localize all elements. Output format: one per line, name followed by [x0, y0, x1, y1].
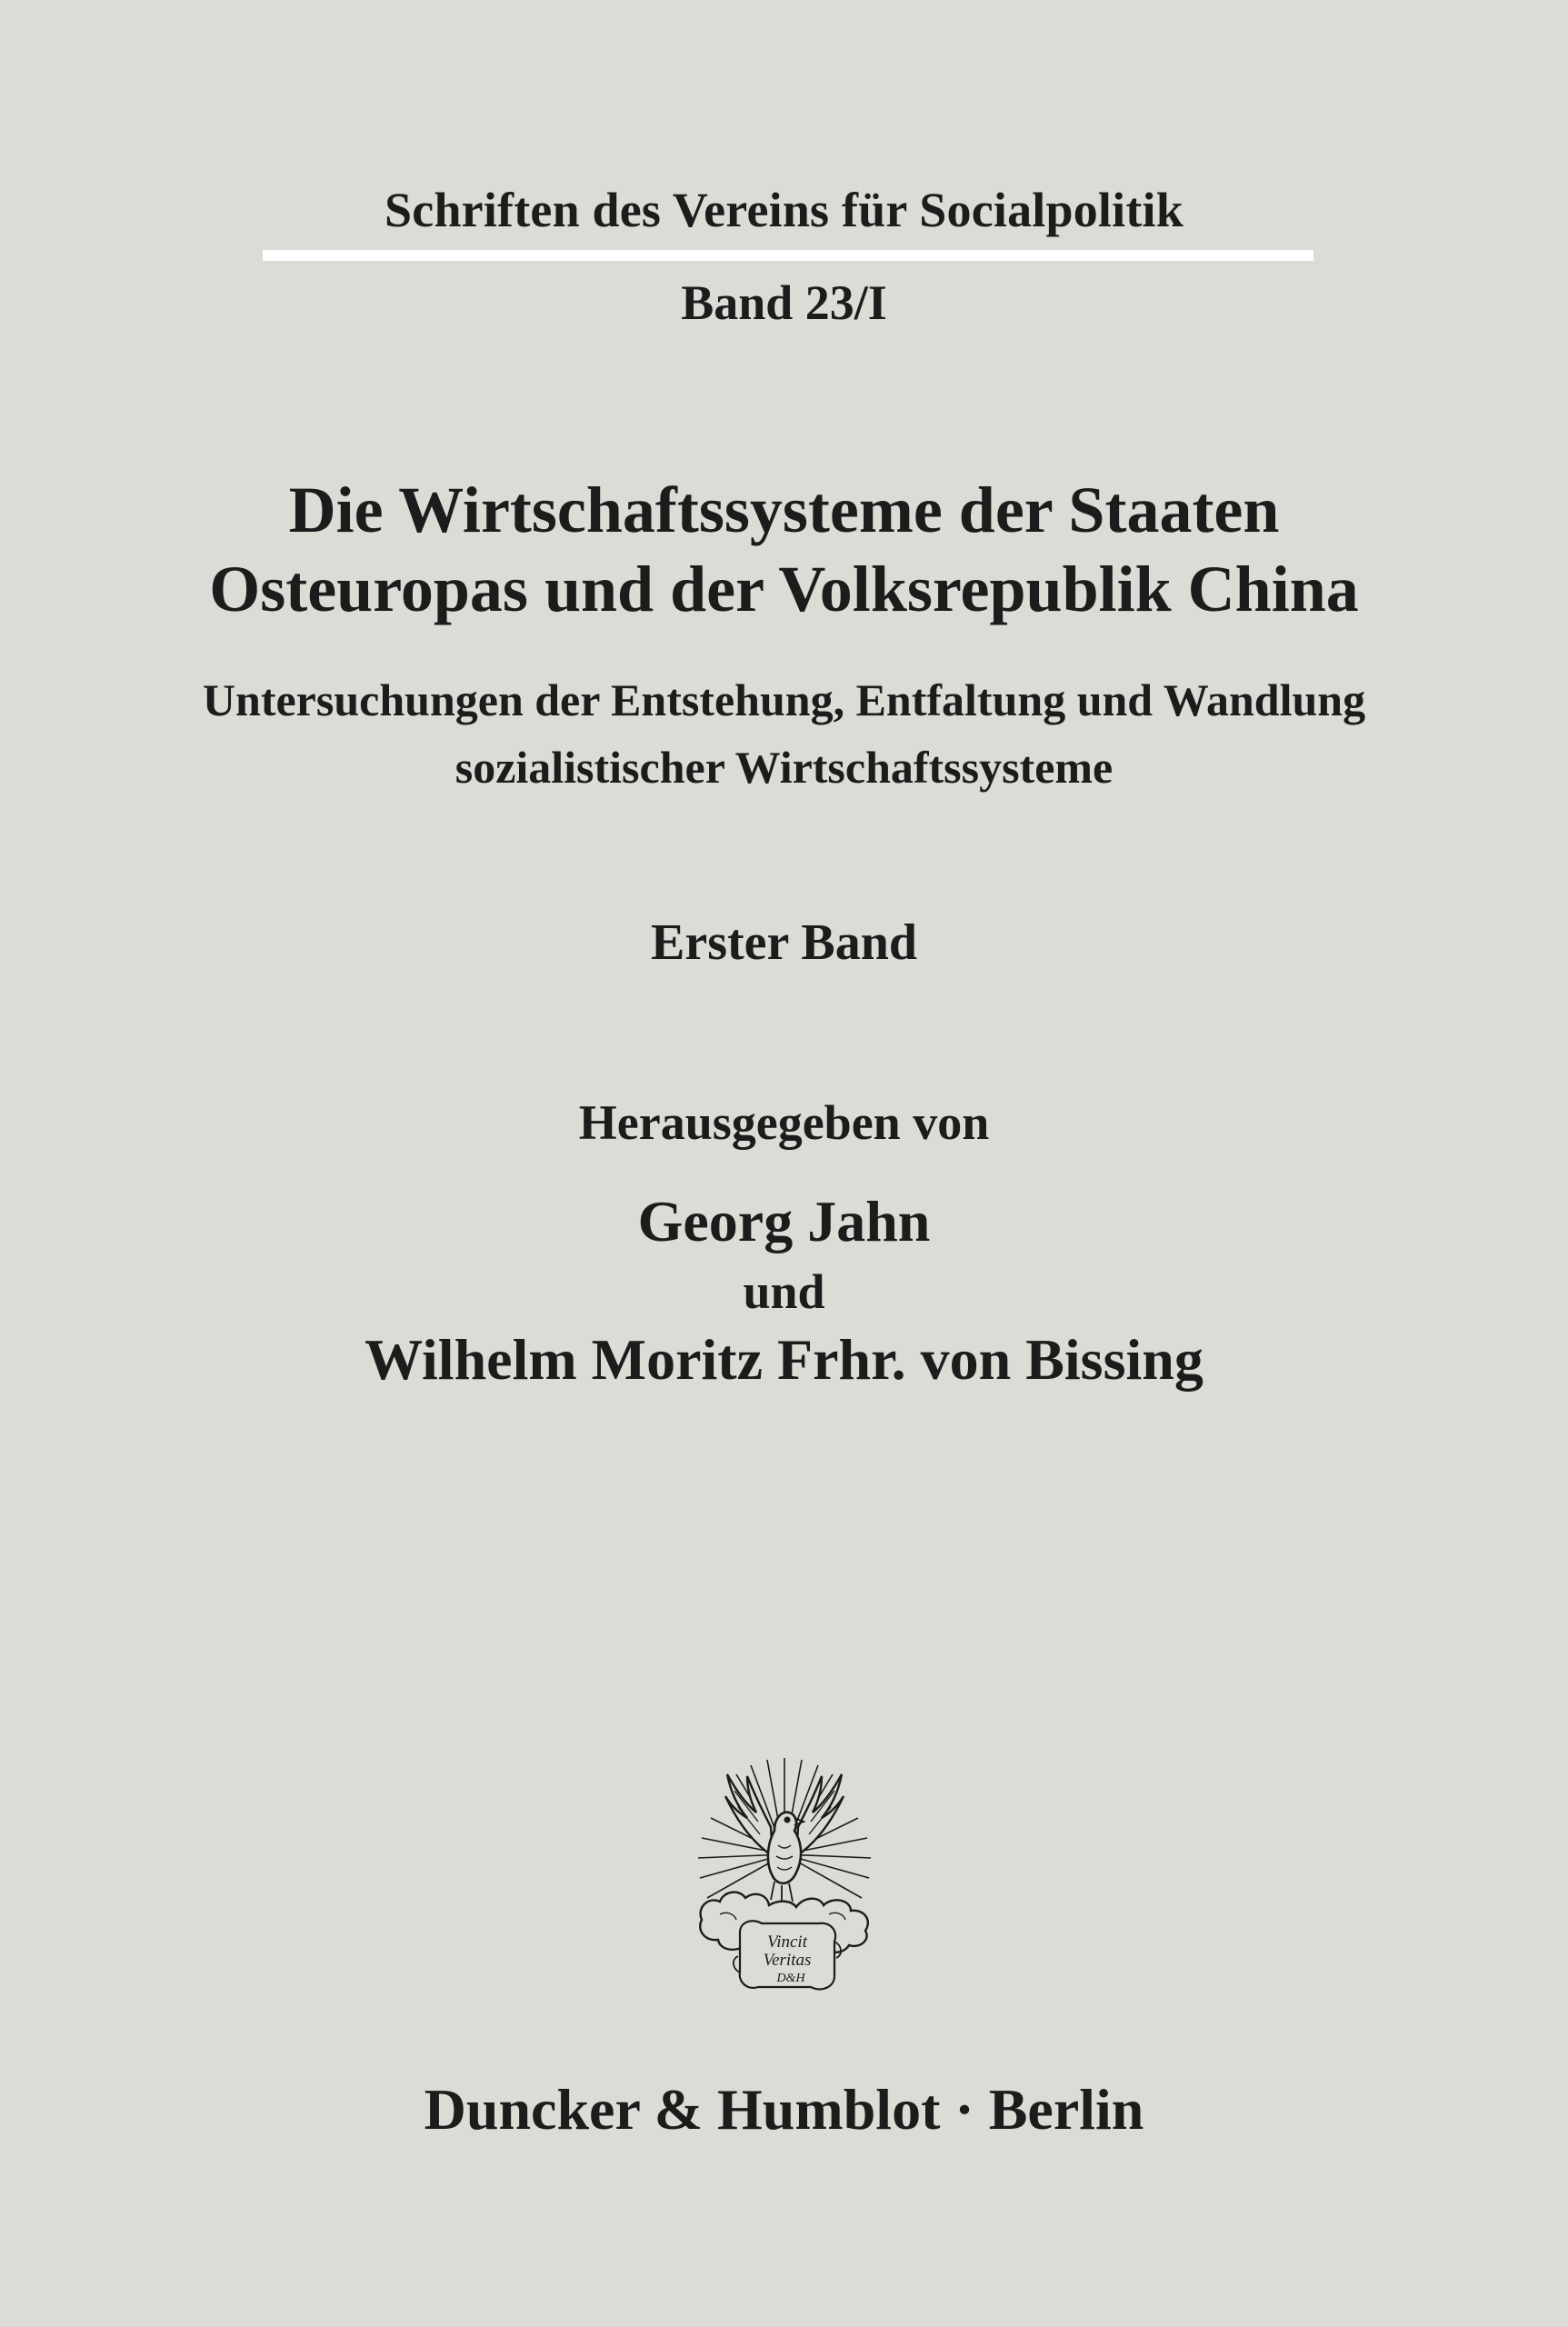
emblem-initials: D&H	[776, 1972, 805, 1985]
title-rule	[263, 250, 1313, 261]
main-title	[0, 471, 1568, 629]
emblem-motto-1: Vincit	[767, 1933, 807, 1952]
volume-label: Erster Band	[651, 914, 917, 971]
main-title-line-2: Osteuropas und der Volksrepublik China	[209, 553, 1359, 625]
subtitle-line-1: Untersuchungen der Entstehung, Entfaltung und Wandlung	[202, 674, 1366, 725]
series-title: Schriften des Vereins für Socialpolitik	[385, 183, 1183, 237]
editor-name-1: Georg Jahn	[637, 1189, 931, 1253]
editor-name-2: Wilhelm Moritz Frhr. von Bissing	[365, 1327, 1203, 1392]
band-number: Band 23/I	[681, 275, 887, 330]
eagle-emblem-icon	[684, 1754, 885, 2000]
main-title-line-1: Die Wirtschaftssysteme der Staaten	[288, 474, 1280, 546]
publisher-imprint: Duncker & Humblot · Berlin	[424, 2077, 1144, 2142]
subtitle-line-2: sozialistischer Wirtschaftssysteme	[454, 742, 1114, 793]
edited-by-label: Herausgegeben von	[578, 1095, 990, 1150]
editor-conjunction: und	[743, 1264, 825, 1319]
subtitle	[0, 666, 1568, 801]
emblem-motto-2: Veritas	[763, 1951, 812, 1970]
